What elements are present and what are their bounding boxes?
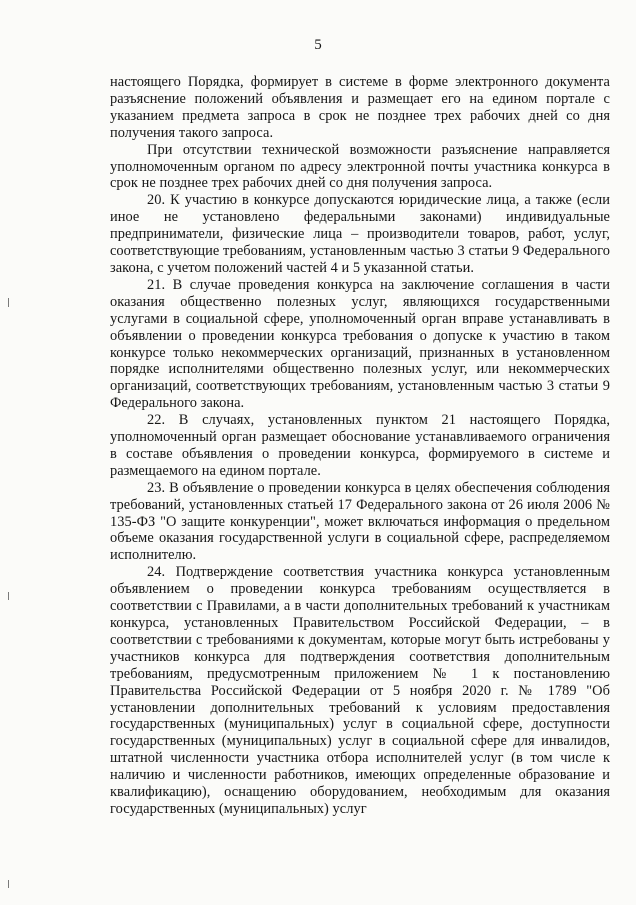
page-number: 5 xyxy=(314,37,322,53)
paragraph-clause-21: 21. В случае проведения конкурса на заключение соглашения в части оказания общественно полезных услуг, являющихся государственными услугами в социальной сфере, уполномоченный орган вправе устанавливать в объявлении о проведении конкурса требования о допуске к участию в таком конкурсе только некоммерческих организаций, признанных в установленном порядке исполнителями общественно полезных услуг, или некоммерческих организаций, соответствующих требованиям, установленным частью 3 статьи 9 Федерального закона. xyxy=(110,276,610,412)
paragraph: При отсутствии технической возможности разъяснение направляется уполномоченным органом по адресу электронной почты участника конкурса в срок не позднее трех рабочих дней со дня получения запроса. xyxy=(110,141,610,192)
paragraph-clause-22: 22. В случаях, установленных пунктом 21 настоящего Порядка, уполномоченный орган размещает обоснование устанавливаемого ограничения в составе объявления о проведении конкурса, формируемого в системе и размещаемого на едином портале. xyxy=(110,412,610,479)
margin-mark xyxy=(8,880,9,888)
document-body xyxy=(110,74,610,818)
margin-mark xyxy=(8,592,9,600)
paragraph-continuation: настоящего Порядка, формирует в системе в форме электронного документа разъяснение положений объявления и размещает его на едином портале с указанием предмета запроса в срок не позднее трех рабочих дней со дня получения такого запроса. xyxy=(110,74,610,141)
paragraph-clause-20: 20. К участию в конкурсе допускаются юридические лица, а также (если иное не установлено федеральными законами) индивидуальные предприниматели, физические лица – производители товаров, работ, услуг, соответствующие требованиям, установленным частью 3 статьи 9 Федерального закона, с учетом положений частей 4 и 5 указанной статьи. xyxy=(110,192,610,276)
paragraph-clause-23: 23. В объявление о проведении конкурса в целях обеспечения соблюдения требований, установленных статьей 17 Федерального закона от 26 июля 2006 № 135-ФЗ "О защите конкуренции", может включаться информация о предельном объеме оказания государственной услуги в социальной сфере, распределяемом исполнителю. xyxy=(110,479,610,564)
margin-mark xyxy=(8,298,9,307)
paragraph-clause-24: 24. Подтверждение соответствия участника конкурса установленным объявлением о проведении конкурса требованиям осуществляется в соответствии с Правилами, а в части дополнительных требований к участникам конкурса, установленных Правительством Российской Федерации, – в соответствии с требованиями к документам, которые могут быть истребованы у участников конкурса для подтверждения соответствия дополнительным требованиям, предусмотренным приложением № 1 к постановлению Правительства Российской Федерации от 5 ноября 2020 г. № 1789 "Об установлении дополнительных требований к условиям предоставления государственных (муниципальных) услуг в социальной сфере, доступности государственных (муниципальных) услуг в социальной сфере для инвалидов, штатной численности участника отбора исполнителей услуг (в том числе к наличию и численности работников, имеющих определенные образование и квалификацию), оснащению оборудованием, необходимым для оказания государственных (муниципальных) услуг xyxy=(110,564,610,817)
